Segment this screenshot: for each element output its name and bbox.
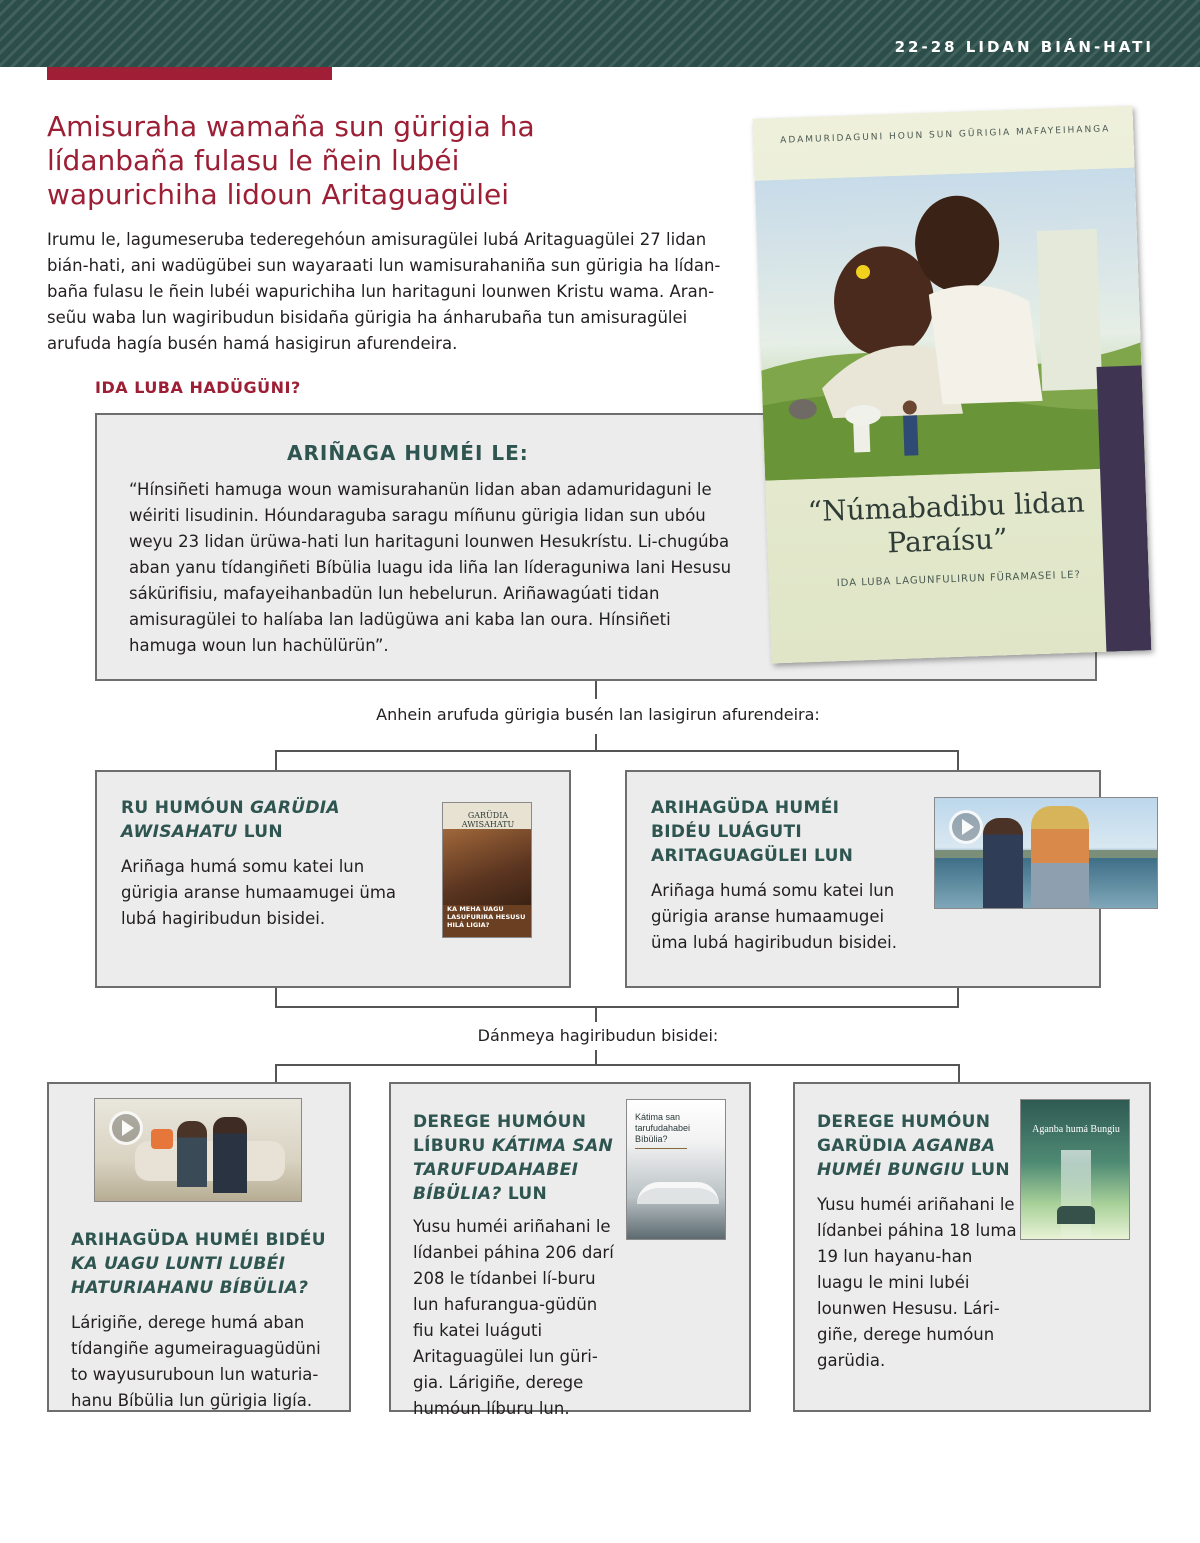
accent-bar <box>47 67 332 80</box>
header-band <box>0 0 1200 67</box>
option-video-heading: ARIHAGÜDA HUMÉI BIDÉU LUÁGUTI ARITAGUAGÜLEI LUN <box>651 798 854 866</box>
brochure-family-figures <box>1057 1206 1095 1224</box>
heading-part: RU HUMÓUN <box>121 798 251 818</box>
presentation-title: ARIÑAGA HUMÉI LE: <box>287 441 529 465</box>
video-thumbnail[interactable] <box>934 797 1158 909</box>
magazine-cover-thumbnail[interactable] <box>442 802 532 938</box>
follow-book-text: Yusu huméi ariñahani le lídanbei páhina 206 darí 208 le tídanbei lí-buru lun hafurangua-güdün fiu katei luáguti Aritaguagülei lun güri-gia. Lárigiñe, derege humóun líburu lun. <box>413 1217 614 1418</box>
heading-italic-part: KÁTIMA SAN TARUFUDAHABEI BÍBÜLIA? <box>413 1136 614 1204</box>
connector-line <box>957 988 959 1008</box>
intro-paragraph: Irumu le, lagumeseruba tederegehóun amisuragülei lubá Aritaguagülei 27 lidan bián-hati, ani wadügübei sun wayaraati lun wamisurahaniña sun gürigia ha lídan-baña fulasu le ñein lubéi wapurichiha lun haritaguni lounwen Kristu wama. Aran-seũu waba lun wagiribudun bisidaña gürigia ha ánharubaña tun amisuragülei arufuda hagía busén hamá hasigirun afurendeira. <box>47 230 721 353</box>
thumb-person-one <box>177 1121 207 1187</box>
heading-part: LUN <box>501 1184 548 1204</box>
invitation-title: “Númabadibu lidan Paraísu” <box>807 485 1086 560</box>
magazine-title: GARÜDIA AWISAHATU <box>461 811 515 829</box>
follow-brochure-heading <box>817 1110 1017 1182</box>
heading-italic-part: KA UAGU LUNTI LUBÉI HATURIAHANU BÍBÜLIA? <box>71 1254 309 1298</box>
invitation-top-text: ADAMURIDAGUNI HOUN SUN GÜRIGIA MAFAYEIHANGA <box>780 124 1111 146</box>
book-cover-thumbnail[interactable] <box>626 1099 726 1240</box>
connector-line <box>595 1006 597 1022</box>
heading-part: ARIHAGÜDA HUMÉI BIDÉU <box>71 1230 326 1250</box>
heading-italic-part: AGANBA HUMÉI BUNGIU <box>817 1136 996 1180</box>
book-open-pages <box>637 1182 719 1204</box>
connector-line <box>275 988 277 1008</box>
thumb-person-two <box>213 1117 247 1193</box>
invitation-subtitle: IDA LUBA LAGUNFULIRUN FÜRAMASEI LE? <box>836 569 1082 590</box>
page-title: Amisuraha wamaña sun gürigia ha lídanbaña fulasu le ñein lubéi wapurichiha lidoun Aritaguagülei <box>47 110 535 211</box>
follow-book-heading <box>413 1110 618 1206</box>
week-date-range: 22-28 LIDAN BIÁN-HATI <box>894 38 1154 56</box>
option-video-text: Ariñaga humá somu katei lun gürigia aranse humaamugei üma lubá hagiribudun bisidei. <box>651 881 898 952</box>
connector-line <box>275 1064 960 1066</box>
brochure-light-beam <box>1061 1150 1091 1240</box>
connector-line <box>958 1064 960 1084</box>
book-title: Kátima san tarufudahabei Bíbülia? <box>635 1112 691 1144</box>
option-magazine-heading <box>121 796 391 844</box>
play-icon[interactable] <box>949 810 983 844</box>
book-rule <box>635 1148 687 1149</box>
connector-line <box>275 1006 959 1008</box>
brochure-title: Aganba humá Bungiu <box>1032 1124 1120 1135</box>
thumb-cushion <box>151 1129 173 1149</box>
play-icon[interactable] <box>109 1111 143 1145</box>
video-person-man <box>983 818 1023 909</box>
connector-line <box>595 681 597 699</box>
video-person-woman <box>1031 806 1089 909</box>
heading-part: DEREGE HUMÓUN LÍBURU <box>413 1112 587 1156</box>
follow-brochure-text: Yusu huméi ariñahani le lídanbei páhina 18 luma 19 lun hayanu-han luagu le mini lubéi lounwen Hesusu. Lári-giñe, derege humóun garüdia. <box>817 1195 1017 1370</box>
invitation-cover[interactable] <box>753 106 1152 664</box>
option-magazine-text: Ariñaga humá somu katei lun gürigia aranse humaamugei üma lubá hagiribudun bisidei. <box>121 857 397 928</box>
caption-first: Anhein arufuda gürigia busén lan lasigirun afurendeira: <box>376 705 820 724</box>
connector-line <box>275 750 959 752</box>
connector-line <box>275 750 277 772</box>
connector-line <box>957 750 959 772</box>
brochure-cover-thumbnail[interactable] <box>1020 1099 1130 1240</box>
follow-video-text: Lárigiñe, derege humá aban tídangiñe agumeiraguagüdüni to wayusuruboun lun waturia-hanu Bíbülia lun gürigia ligía. <box>71 1313 321 1410</box>
study-video-thumbnail[interactable] <box>94 1098 302 1202</box>
heading-part: LUN <box>964 1160 1010 1180</box>
invitation-photo <box>755 167 1145 480</box>
connector-line <box>275 1064 277 1084</box>
heading-part: DEREGE HUMÓUN GARÜDIA <box>817 1112 991 1156</box>
caption-second: Dánmeya hagiribudun bisidei: <box>477 1026 719 1045</box>
heading-italic-part: GARÜDIA AWISAHATU <box>121 798 340 842</box>
magazine-illustration <box>443 829 532 905</box>
heading-part: LUN <box>237 822 283 842</box>
section-heading: IDA LUBA HADÜGÜNI? <box>95 378 301 397</box>
magazine-cover-caption: KA MEHA UAGU LASUFURIRA HESUSU HILÁ LIGIA? <box>447 905 526 929</box>
presentation-quote: “Hínsiñeti hamuga woun wamisurahanün lidan aban adamuridaguni le wéiriti lisudinin. Hóundaraguba saragu míñunu gürigia lidan sun ubóu weyu 23 lidan ürüwa-hati lun haritaguni lounwen Hesukrístu. Li-chugúba aban yanu tídangiñeti Bíbülia luagu ida liña lan líderaguniwa lani Hesusu sákürifisiu, mafayeihanbadün lun hebelurun. Ariñawagúati tidan amisuragülei to halíaba lan ladügüwa ani kaba lan oura. Hínsiñeti hamuga woun lun hachülürün”. <box>129 480 732 655</box>
follow-video-heading <box>71 1228 333 1300</box>
